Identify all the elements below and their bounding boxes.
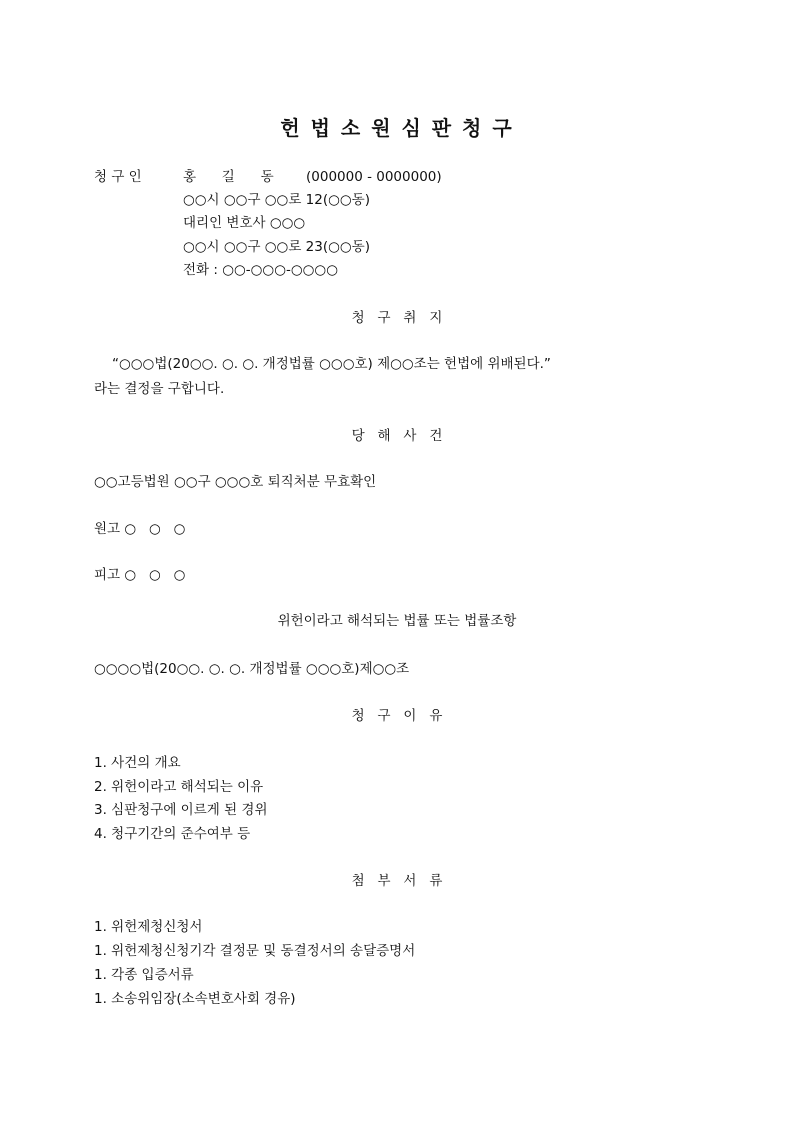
claimant-label: 청 구 인 (94, 169, 142, 185)
reasons-heading: 청 구 이 유 (351, 708, 443, 724)
reason-item: 3. 심판청구에 이르게 된 경위 (94, 802, 268, 818)
law-heading: 위헌이라고 해석되는 법률 또는 법률조항 (277, 613, 517, 629)
case-heading: 당 해 사 건 (351, 428, 443, 444)
attorney-address: ○○시 ○○구 ○○로 23(○○동) (183, 239, 370, 255)
attachment-item: 1. 위헌제청신청기각 결정문 및 동결정서의 송달증명서 (94, 943, 416, 959)
document-title: 헌 법 소 원 심 판 청 구 (280, 116, 514, 140)
reason-item: 2. 위헌이라고 해석되는 이유 (94, 779, 264, 795)
purpose-statement: “○○○법(20○○. ○. ○. 개정법률 ○○○호) 제○○조는 헌법에 위배된다.” (112, 356, 551, 372)
purpose-conclusion: 라는 결정을 구합니다. (94, 381, 225, 397)
case-name: ○○고등법원 ○○구 ○○○호 퇴직처분 무효확인 (94, 474, 377, 490)
reason-item: 1. 사건의 개요 (94, 755, 181, 771)
reason-item: 4. 청구기간의 준수여부 등 (94, 826, 251, 842)
claimant-name: 홍 길 동 (183, 169, 274, 185)
law-text: ○○○○법(20○○. ○. ○. 개정법률 ○○○호)제○○조 (94, 661, 410, 677)
attachment-item: 1. 소송위임장(소속변호사회 경유) (94, 991, 296, 1007)
attorney-phone: 전화 : ○○-○○○-○○○○ (183, 262, 338, 278)
claimant-address: ○○시 ○○구 ○○로 12(○○동) (183, 192, 370, 208)
case-defendant: 피고 ○ ○ ○ (94, 567, 186, 583)
claimant-attorney: 대리인 변호사 ○○○ (183, 215, 306, 231)
purpose-heading: 청 구 취 지 (351, 310, 443, 326)
attachments-heading: 첨 부 서 류 (351, 873, 443, 889)
claimant-id-number: (000000 - 0000000) (306, 169, 442, 185)
attachment-item: 1. 위헌제청신청서 (94, 919, 203, 935)
case-plaintiff: 원고 ○ ○ ○ (94, 521, 186, 537)
attachment-item: 1. 각종 입증서류 (94, 967, 194, 983)
